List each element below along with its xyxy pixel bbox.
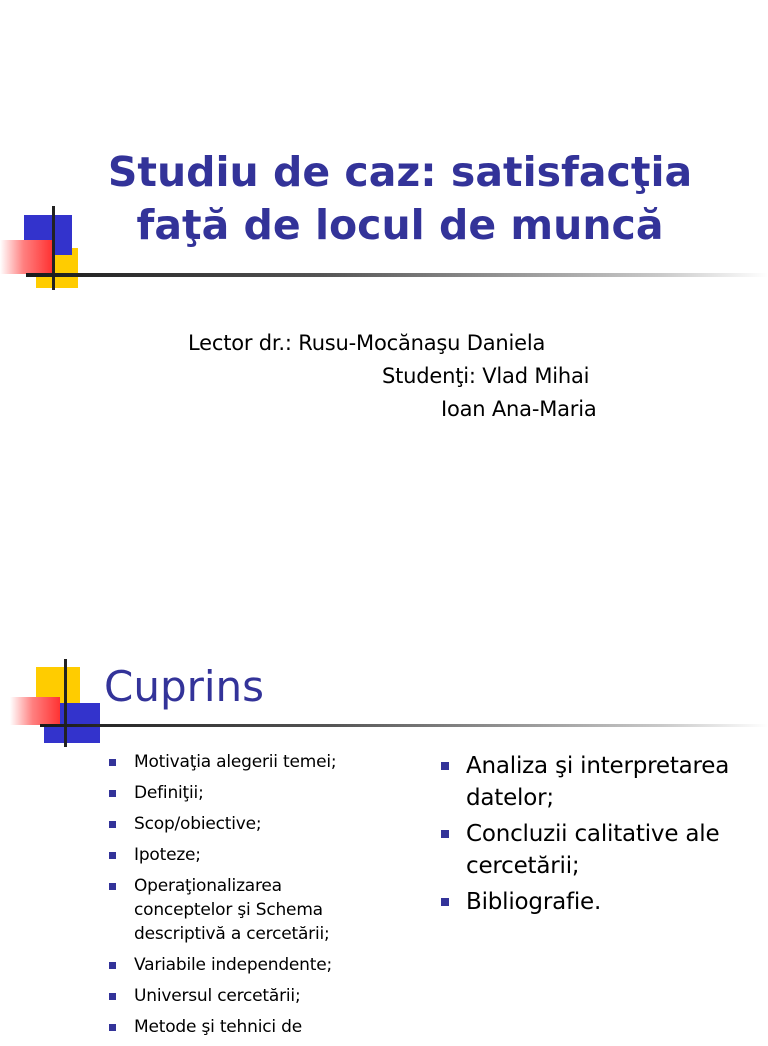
students-line-2: Ioan Ana-Maria: [441, 397, 597, 421]
list-item: Motivaţia alegerii temei;: [106, 750, 406, 774]
bullet-icon: [441, 762, 449, 770]
list-item: Metode şi tehnici de: [106, 1015, 406, 1039]
bullet-icon: [109, 759, 116, 766]
bullet-icon: [109, 852, 116, 859]
list-item: Definiţii;: [106, 781, 406, 805]
bullet-icon: [109, 821, 116, 828]
bullet-icon: [109, 790, 116, 797]
list-item: Universul cercetării;: [106, 984, 406, 1008]
bullet-icon: [109, 993, 116, 1000]
list-item: Variabile independente;: [106, 953, 406, 977]
bullet-icon: [109, 962, 116, 969]
slide-contents: [0, 600, 768, 1037]
slide-heading: Cuprins: [104, 662, 265, 711]
list-item: Scop/obiective;: [106, 812, 406, 836]
contents-list-left: [106, 750, 406, 1046]
list-item: Operaţionalizarea conceptelor şi Schema descriptivă a cercetării;: [106, 874, 406, 946]
lecturer-name: Lector dr.: Rusu-Mocănaşu Daniela: [188, 331, 546, 355]
contents-list-right: [438, 750, 758, 922]
heading-divider: [40, 724, 768, 727]
slide-logo-icon: [0, 200, 100, 295]
list-item: Bibliografie.: [438, 886, 758, 918]
bullet-icon: [109, 1024, 116, 1031]
list-item: Concluzii calitative ale cercetării;: [438, 818, 758, 882]
students-line: Studenţi: Vlad Mihai: [382, 364, 590, 388]
list-item: Analiza şi interpretarea datelor;: [438, 750, 758, 814]
list-item: Ipoteze;: [106, 843, 406, 867]
presentation-title: Studiu de caz: satisfacţia faţă de locul de muncă: [107, 148, 693, 249]
bullet-icon: [109, 883, 116, 890]
slide-logo-icon: [0, 655, 110, 750]
slide-title: [0, 0, 768, 520]
title-divider: [26, 273, 768, 277]
bullet-icon: [441, 898, 449, 906]
bullet-icon: [441, 830, 449, 838]
